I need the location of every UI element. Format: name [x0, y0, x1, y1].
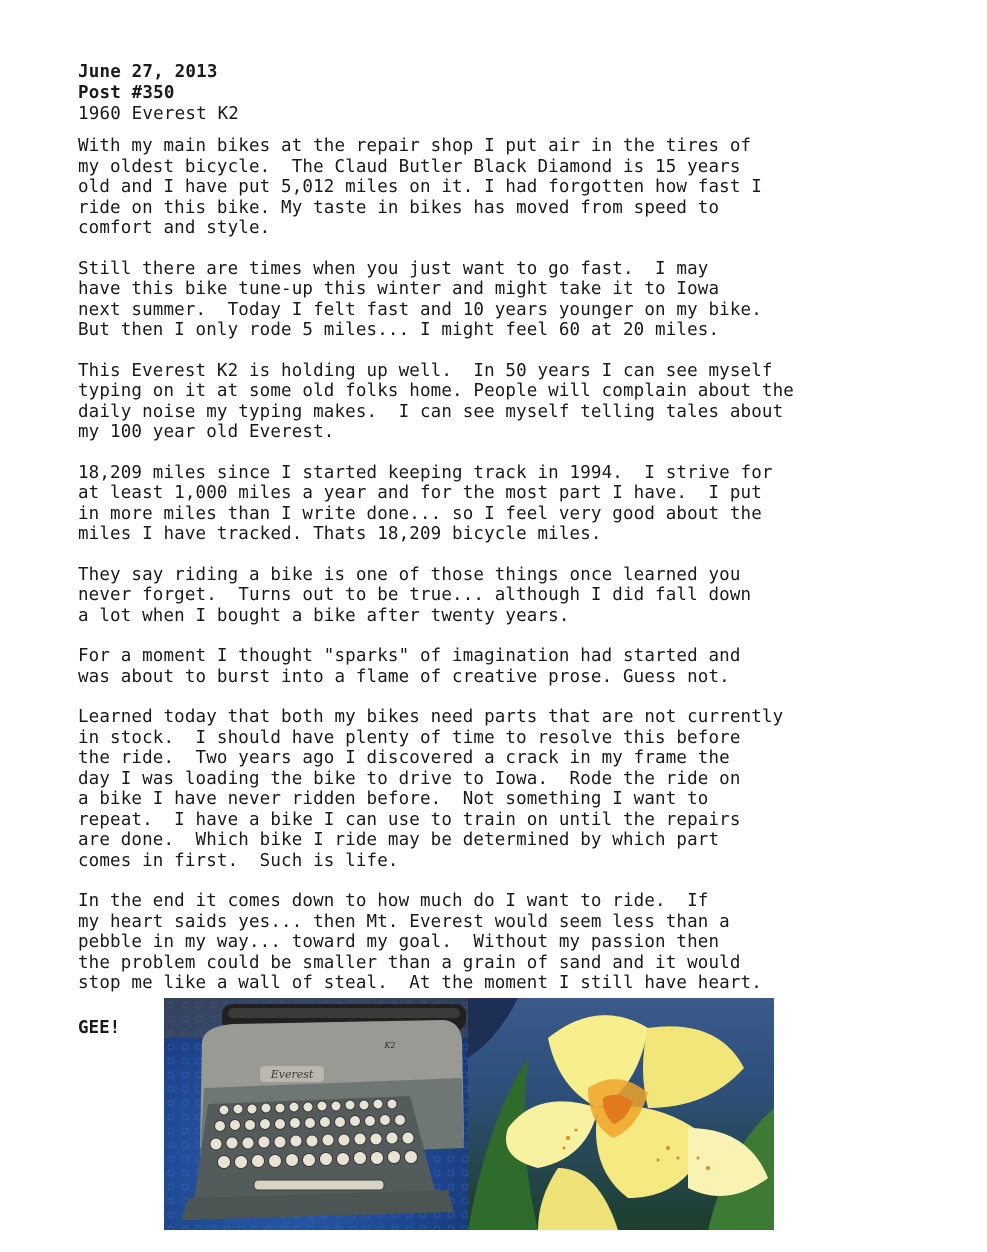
typewriter-photo — [164, 998, 468, 1230]
typewriter-illustration — [164, 998, 468, 1230]
paragraph-miles: 18,209 miles since I started keeping track in 1994. I strive for at least 1,000 miles a year and for the most part I have. I put in more miles than I write done... so I feel very good about the miles I have tracked. Thats 18,209 bicycle miles. — [78, 462, 773, 544]
post-number: Post #350 — [78, 83, 175, 103]
post-date: June 27, 2013 — [78, 62, 218, 82]
paragraph-sparks: For a moment I thought "sparks" of imagination had started and was about to burst into a flame of creative prose. Guess not. — [78, 646, 741, 687]
paragraph-never-forget: They say riding a bike is one of those things once learned you never forget. Turns out to be true... although I did fall down a lot when I bought a bike after twenty years. — [78, 564, 752, 626]
flower-photo — [468, 998, 774, 1230]
typewriter-brand-label: Everest — [270, 1068, 314, 1081]
paragraph-go-fast: Still there are times when you just want to go fast. I may have this bike tune-up this winter and might take it to Iowa next summer. Today I felt fast and 10 years younger on my bike. But then I only rode 5 miles... I might feel 60 at 20 miles. — [78, 258, 762, 340]
typewriter-model-label: K2 — [384, 1041, 396, 1050]
typewriter-name: 1960 Everest K2 — [78, 104, 240, 124]
signoff: GEE! — [78, 1018, 121, 1038]
paragraph-heart: In the end it comes down to how much do I want to ride. If my heart saids yes... then Mt. Everest would seem less than a pebble in my way... toward my goal. Without my passion then the problem could be smaller than a grain of sand and it would stop me like a wall of steal. At the moment I still have heart. — [78, 891, 762, 993]
post-header — [78, 62, 239, 125]
post-body — [78, 136, 958, 1014]
paragraph-parts: Learned today that both my bikes need parts that are not currently in stock. I should have plenty of time to resolve this before the ride. Two years ago I discovered a crack in my frame the day I was loading the bike to drive to Iowa. Rode the ride on a bike I have never ridden before. Not something I want to repeat. I have a bike I can use to train on until the repairs are done. Which bike I ride may be determined by which part comes in first. Such is life. — [78, 707, 784, 871]
paragraph-everest-k2: This Everest K2 is holding up well. In 50 years I can see myself typing on it at some old folks home. People will complain about the daily noise my typing makes. I can see myself telling tales about my 100 year old Everest. — [78, 360, 794, 442]
paragraph-repair-shop: With my main bikes at the repair shop I put air in the tires of my oldest bicycle. The Claud Butler Black Diamond is 15 years old and I have put 5,012 miles on it. I had forgotten how fast I ride on this bike. My taste in bikes has moved from speed to comfort and style. — [78, 136, 762, 238]
flower-illustration — [468, 998, 774, 1230]
